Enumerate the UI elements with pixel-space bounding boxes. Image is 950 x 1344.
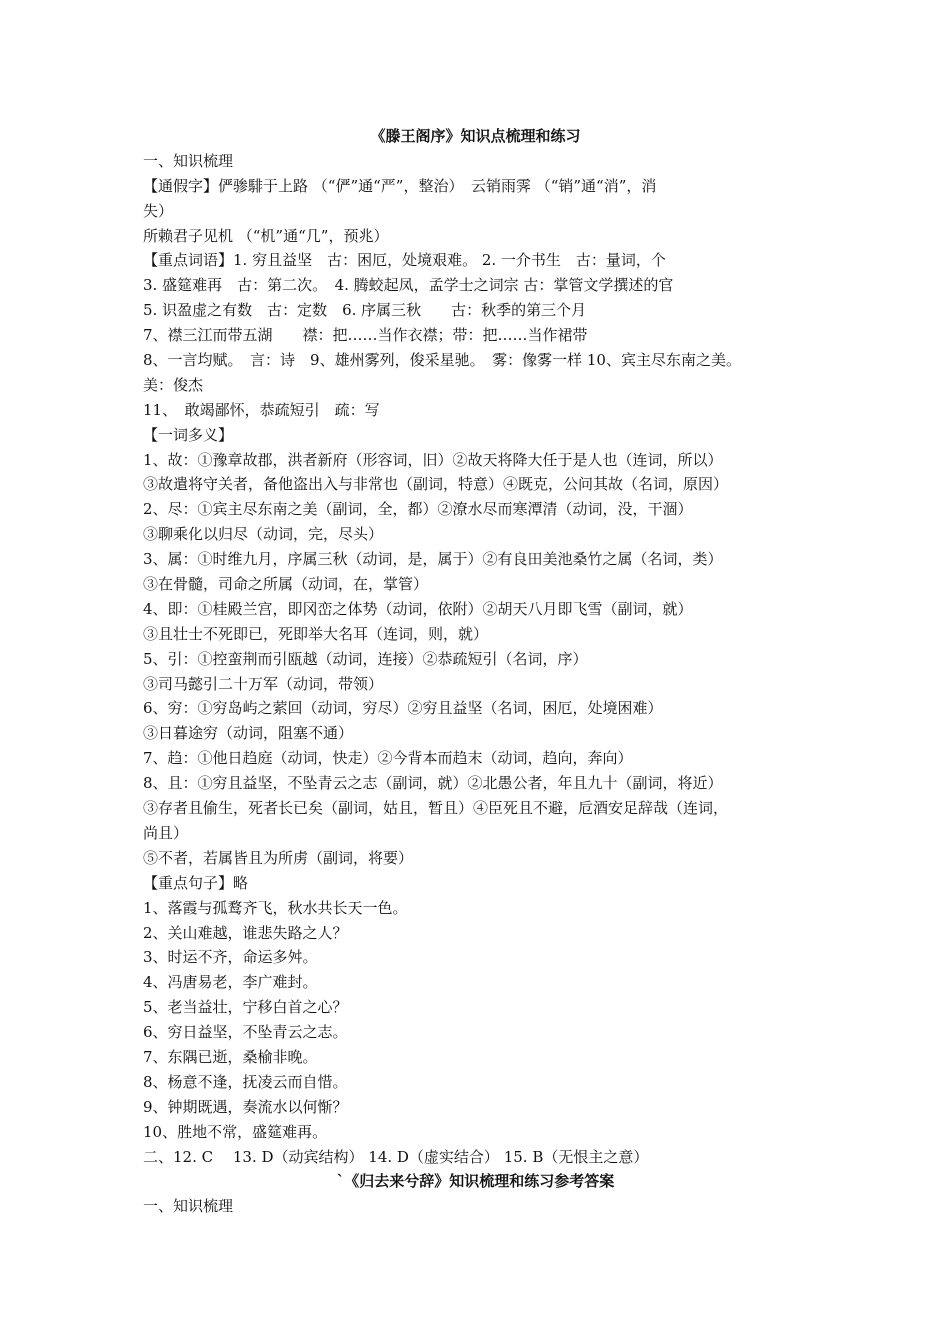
text-line: 4、冯唐易老，李广难封。 [143, 973, 318, 992]
text-line: 6、穷：①穷岛屿之萦回（动词，穷尽）②穷且益坚（名词，困厄，处境困难） [143, 699, 663, 718]
section-title-tengwangge: 《滕王阁序》知识点梳理和练习 [370, 127, 581, 145]
text-line: ③存者且偷生，死者长已矣（副词，姑且，暂且）④臣死且不避，卮酒安足辞哉（连词， [143, 799, 729, 818]
text-line: ③聊乘化以归尽（动词，完，尽头） [143, 525, 384, 544]
text-line: 一、知识梳理 [143, 151, 234, 170]
text-line: 3. 盛筵难再 古：第二次。 4. 腾蛟起凤，孟学士之词宗 古：掌管文学撰述的官 [143, 276, 674, 295]
tengwangge-notes [143, 149, 808, 1170]
text-line: ③司马懿引二十万军（动词，带领） [143, 674, 384, 693]
text-line: 2、关山难越，谁悲失路之人？ [143, 923, 348, 942]
text-line: 3、属：①时维九月，序属三秋（动词，是，属于）②有良田美池桑竹之属（名词，类） [143, 550, 723, 569]
text-line: 【重点句子】略 [143, 873, 249, 892]
text-line: 失） [143, 201, 174, 220]
text-line: 尚且） [143, 823, 189, 842]
text-line: 1、落霞与孤鹜齐飞，秋水共长天一色。 [143, 898, 408, 917]
text-line: 9、钟期既遇，奏流水以何惭？ [143, 1097, 348, 1116]
text-line: 8、且：①穷且益坚，不坠青云之志（副词，就）②北愚公者，年且九十（副词，将近） [143, 774, 723, 793]
text-line: ⑤不者，若属皆且为所虏（副词，将要） [143, 848, 414, 867]
text-line: 【通假字】俨骖騑于上路 （“俨”通“严”，整治） 云销雨霁 （“销”通“消”，消 [143, 176, 657, 195]
text-line: 10、胜地不常，盛筵难再。 [143, 1122, 328, 1141]
text-line: 8、一言均赋。 言：诗 9、雄州雾列，俊采星驰。 雾：像雾一样 10、宾主尽东南之美。 [143, 351, 741, 370]
text-line: 【重点词语】1. 穷且益坚 古：困厄，处境艰难。 2. 一介书生 古：量词，个 [143, 251, 666, 270]
text-line: 8、杨意不逢，抚凌云而自惜。 [143, 1072, 348, 1091]
text-line: 二、12. C 13. D（动宾结构） 14. D（虚实结合） 15. B（无恨主之意） [143, 1147, 649, 1166]
text-line: 【一词多义】 [143, 425, 234, 444]
text-line: 7、东隅已逝，桑榆非晚。 [143, 1047, 318, 1066]
text-line: ③故遣将守关者，备他盗出入与非常也（副词，特意）④既克，公问其故（名词，原因） [143, 475, 729, 494]
text-line: 3、时运不齐，命运多舛。 [143, 948, 318, 967]
text-line: 2、尽：①宾主尽东南之美（副词，全，都）②潦水尽而寒潭清（动词，没，干涸） [143, 500, 693, 519]
text-line: 5、老当益壮，宁移白首之心？ [143, 998, 348, 1017]
text-line: ③且壮士不死即已，死即举大名耳（连词，则，就） [143, 624, 489, 643]
document-body [143, 124, 808, 1219]
text-line: ③日暮途穷（动词，阻塞不通） [143, 724, 354, 743]
text-line: 5. 识盈虚之有数 古：定数 6. 序属三秋 古：秋季的第三个月 [143, 301, 587, 320]
text-line: 7、趋：①他日趋庭（动词，快走）②今背本而趋末（动词，趋向，奔向） [143, 749, 633, 768]
text-line: ③在骨髓，司命之所属（动词，在，掌管） [143, 575, 429, 594]
text-line: 5、引：①控蛮荆而引瓯越（动词，连接）②恭疏短引（名词，序） [143, 649, 588, 668]
text-line: 1、故：①豫章故郡，洪者新府（形容词，旧）②故天将降大任于是人也（连词，所以） [143, 450, 723, 469]
text-line: 美：俊杰 [143, 375, 204, 394]
text-line: 4、即：①桂殿兰宫，即冈峦之体势（动词，依附）②胡天八月即飞雪（副词，就） [143, 599, 693, 618]
text-line: 6、穷日益坚，不坠青云之志。 [143, 1023, 348, 1042]
section-title-guiqulaixici: `《归去来兮辞》知识梳理和练习参考答案 [336, 1172, 615, 1191]
guiqulaixici-notes [143, 1194, 808, 1219]
text-line: 11、 敢竭鄙怀，恭疏短引 疏：写 [143, 400, 380, 419]
text-line: 7、襟三江而带五湖 襟：把……当作衣襟；带：把……当作裙带 [143, 326, 588, 345]
text-line: 一、知识梳理 [143, 1197, 234, 1216]
text-line: 所赖君子见机 （“机”通“几”，预兆） [143, 226, 389, 245]
